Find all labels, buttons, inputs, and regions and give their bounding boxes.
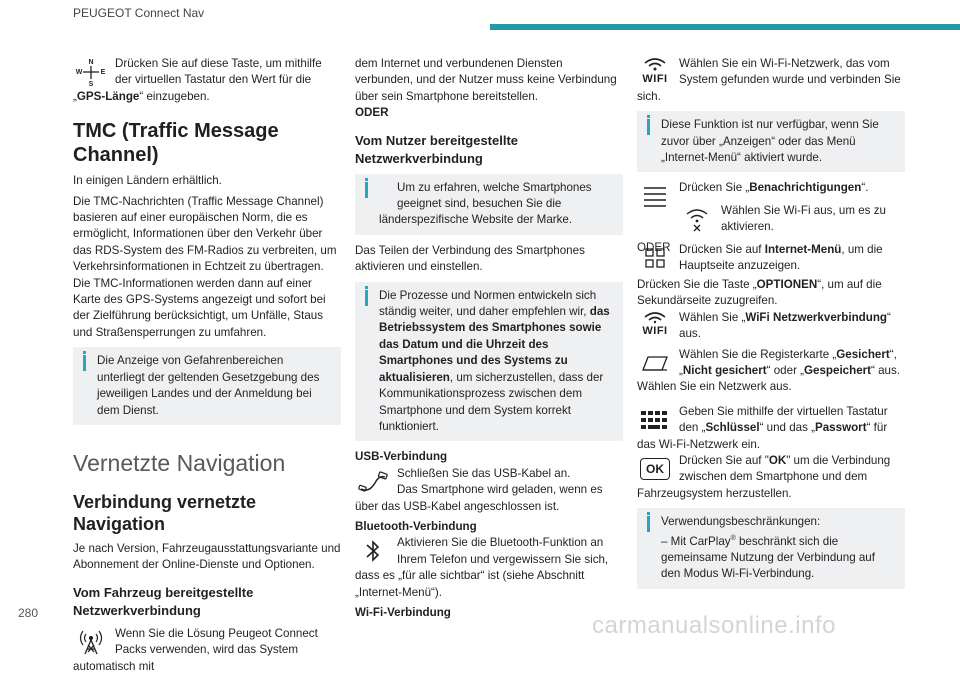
notifications-icon [637, 180, 673, 212]
gps-text-post: “ einzugeben. [139, 89, 210, 103]
share-p: Das Teilen der Verbindung des Smartphones aktivieren und einstellen. [355, 243, 585, 274]
ok-icon [637, 453, 673, 485]
conn-heading: Verbindung vernetzte Navigation [73, 491, 257, 534]
restrictions-note [637, 508, 905, 588]
vehicle-heading: Vom Fahrzeug bereitgestellte Netzwerkverbindung [73, 584, 254, 618]
notif-post: “. [861, 181, 869, 195]
wifi-heading: Wi-Fi-Verbindung [355, 605, 451, 619]
keys-b2: Passwort [815, 421, 867, 435]
info-icon [83, 355, 86, 371]
bluetooth-icon [355, 535, 391, 567]
oder-2: ODER [637, 240, 671, 254]
antenna-icon [73, 626, 109, 658]
usb-heading: USB-Verbindung [355, 450, 448, 464]
usb-cable-icon [355, 466, 391, 498]
compass-s: S [88, 81, 94, 88]
wifi-icon-label: WIFI [642, 72, 668, 85]
bt-p: Aktivieren Sie die Bluetooth-Funktion an Ihrem Telefon und vergewissern Sie sich, dass es „für alle sichtbar“ ist (siehe Abschnitt „Internet-Menü“). [355, 536, 609, 599]
notif-pre: Drücken Sie „ [679, 181, 750, 195]
note4-item: – Mit CarPlay® beschränkt sich die gemeinsame Nutzung der Verbindung auf den Modus Wi-Fi-Verbindung. [661, 534, 875, 581]
tmc-p1: In einigen Ländern erhältlich. [73, 174, 222, 188]
tab-icon [637, 347, 673, 379]
gps-text-pre: Drücken Sie auf diese Taste, um mithilfe der virtuellen Tastatur den Wert für die „ [73, 57, 322, 103]
ok-post: " um die Verbindung zwischen dem Smartphone und dem Fahrzeugsystem herzustellen. [637, 453, 891, 500]
tab-m1: “, „ [679, 347, 897, 377]
user-heading: Vom Nutzer bereitgestellte Netzwerkverbindung [355, 132, 519, 166]
wifi-off-icon [679, 203, 715, 235]
menu-post: , um die Hauptseite anzuzeigen. [679, 243, 883, 273]
vehicle-p: Wenn Sie die Lösung Peugeot Connect Packs verwenden, wird das System automatisch mit [73, 626, 318, 673]
usb-p1: Schließen Sie das USB-Kabel an. [397, 466, 571, 480]
ok-pre: Drücken Sie auf " [679, 453, 769, 467]
compass-n: N [88, 59, 94, 66]
keys-b1: Schlüssel [705, 421, 760, 435]
page-number: 280 [18, 606, 39, 620]
info-icon [647, 516, 650, 532]
wifi-network-icon-label: WIFI [642, 325, 668, 338]
tab-b1: Gesichert [836, 347, 890, 361]
select-net: Wählen Sie ein Netzwerk aus. [637, 380, 792, 394]
menu-pre: Drücken Sie auf [679, 243, 765, 257]
compass-icon [73, 56, 109, 88]
options-bold: OPTIONEN [756, 277, 818, 291]
wifi-conn-post: “ aus. [679, 310, 891, 341]
gps-text-bold: GPS-Länge [76, 89, 140, 103]
bt-heading: Bluetooth-Verbindung [355, 519, 477, 533]
tab-b2: Nicht gesichert [682, 363, 767, 377]
note4-title: Verwendungsbeschränkungen: [661, 515, 821, 529]
tab-b3: Gespeichert [804, 363, 872, 377]
wifi-conn-pre: Wählen Sie „ [679, 310, 746, 324]
note3-text: Diese Funktion ist nur verfügbar, wenn Sie zuvor über „Anzeigen“ oder das Menü „Internet-Menü“ aktiviert wurde. [661, 118, 879, 165]
wifi-note [637, 111, 905, 172]
keys-pre: Geben Sie mithilfe der virtuellen Tastatur den „ [679, 404, 888, 435]
info-icon [365, 290, 368, 306]
tab-post: “ aus. [871, 363, 901, 377]
watermark: carmanualsonline.info [592, 612, 836, 639]
cont-p: dem Internet und verbundenen Diensten verbunden, und der Nutzer muss keine Verbindung über sein Smartphone bereitstellen. [355, 57, 617, 103]
ok-bold: OK [768, 453, 787, 467]
notif-bold: Benachrichtigungen [749, 181, 862, 195]
note1-text: Um zu erfahren, welche Smartphones geeignet sind, besuchen Sie die länderspezifische Website der Marke. [379, 180, 592, 227]
wifi-network-icon [637, 310, 673, 342]
column-1 [73, 56, 341, 681]
keys-m: “ und das „ [759, 421, 815, 435]
section-heading: Vernetzte Navigation [73, 449, 286, 476]
usb-p2: Das Smartphone wird geladen, wenn es über das USB-Kabel angeschlossen ist. [355, 483, 603, 513]
tab-m2: “ oder „ [766, 363, 805, 377]
options-post: “, um auf die Sekundärseite zuzugreifen. [637, 277, 882, 308]
options-pre: Drücken Sie die Taste „ [637, 277, 757, 291]
column-2 [355, 56, 623, 621]
process-note [355, 282, 623, 442]
menu-bold: Internet-Menü [764, 243, 842, 257]
wifi-off-p: Wählen Sie Wi-Fi aus, um es zu aktivieren. [721, 203, 886, 234]
keys-post: “ für das Wi-Fi-Netzwerk ein. [637, 421, 888, 451]
keyboard-icon [637, 404, 673, 436]
note2-post: , um sicherzustellen, dass der Kommunikationsprozess zwischen dem Smartphone und dem System korrekt funktioniert. [379, 370, 604, 433]
tmc-note-text: Die Anzeige von Gefahrenbereichen unterliegt der geltenden Gesetzgebung des jeweiligen Landes und der Anmeldung bei dem Dienst. [97, 354, 320, 417]
tmc-p3: Die TMC-Informationen werden dann auf einer Karte des GPS-Systems angezeigt und sofort bei der Zielführung berücksichtigt, um Unfälle, Staus und Straßensperrungen zu umfahren. [73, 276, 326, 339]
smartphone-note [355, 174, 623, 235]
info-icon [365, 182, 368, 198]
tmc-heading: TMC (Traffic Message Channel) [73, 120, 279, 167]
header-title: PEUGEOT Connect Nav [73, 6, 205, 20]
wifi-p: Wählen Sie ein Wi-Fi-Netzwerk, das vom System gefunden wurde und verbinden Sie sich. [637, 57, 901, 103]
compass-e: E [100, 69, 106, 76]
tmc-note [73, 347, 341, 425]
compass-w: W [75, 69, 83, 76]
tmc-p2: Die TMC-Nachrichten (Traffic Message Channel) basieren auf einer europäischen Norm, die es ermöglicht, Informationen über den Verkehr über das RDS-System des FM-Radios zu verbreiten, um Verkehrsinformationen in Echtzeit zu übertragen. [73, 194, 337, 274]
note2-bold: das Betriebssystem des Smartphones sowie das Datum und die Uhrzeit des Smartphones und des Systems zu aktualisieren [379, 305, 610, 384]
column-3 [637, 56, 905, 597]
tab-pre: Wählen Sie die Registerkarte „ [679, 347, 837, 361]
wifi-conn-bold: WiFi Netzwerkverbindung [745, 310, 887, 324]
conn-p: Je nach Version, Fahrzeugausstattungsvariante und Abonnement der Online-Dienste und Optionen. [73, 541, 341, 572]
wifi-label-icon [637, 56, 673, 88]
header-accent-bar [490, 24, 960, 30]
oder-1: ODER [355, 106, 389, 120]
note2-pre: Die Prozesse und Normen entwickeln sich ständig weiter, und daher empfehlen wir, [379, 288, 597, 319]
info-icon [647, 119, 650, 135]
ok-icon-label: OK [640, 458, 670, 480]
